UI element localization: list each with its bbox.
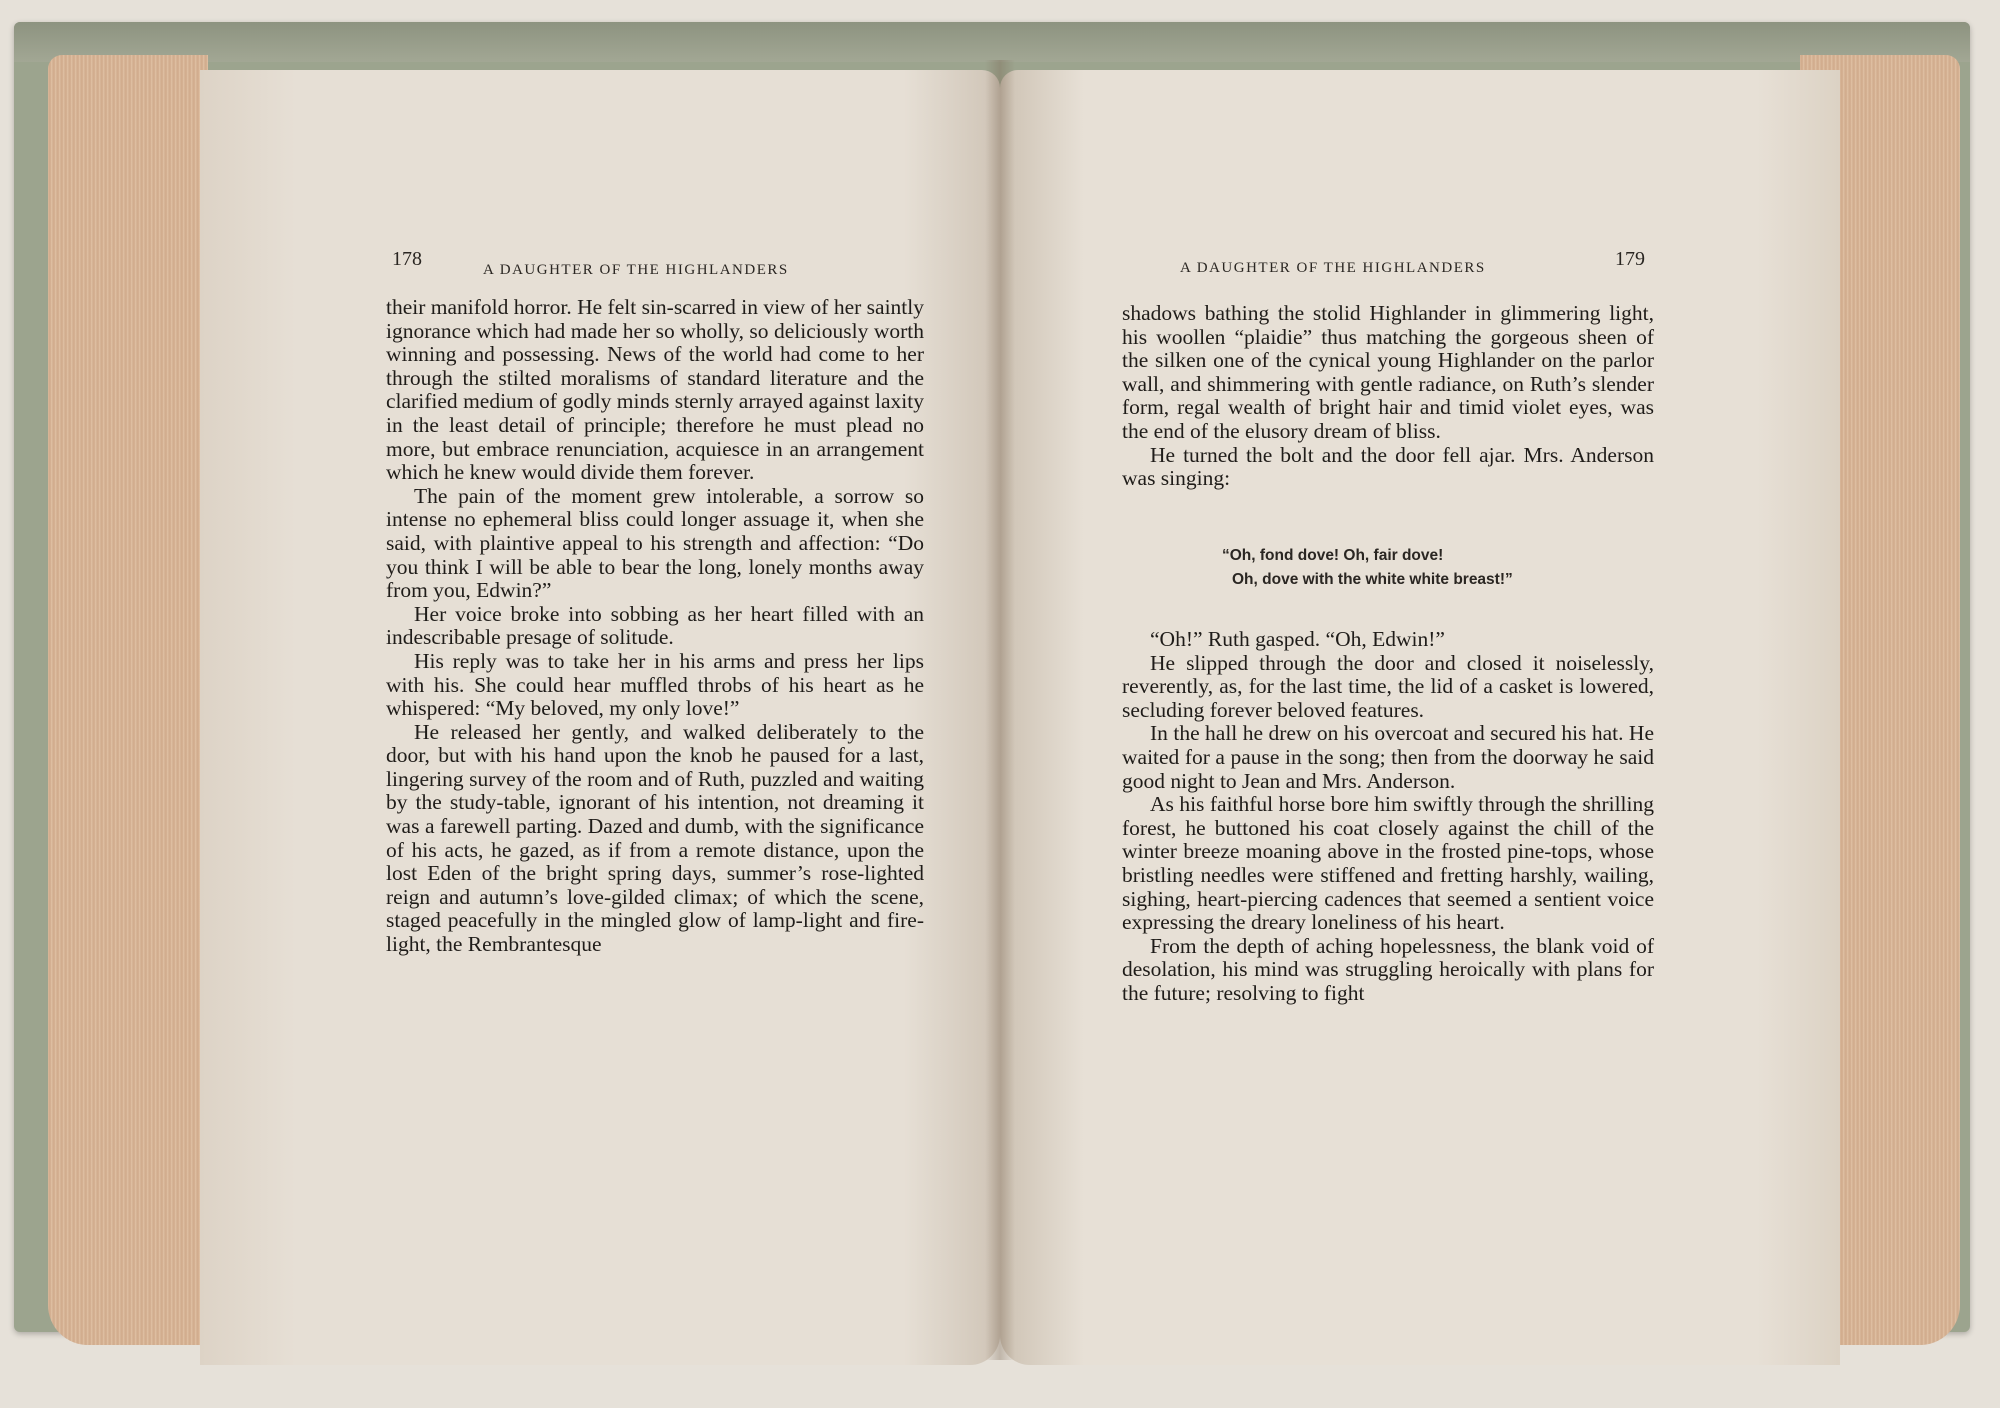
verse-line: “Oh, fond dove! Oh, fair dove! (1222, 547, 1444, 564)
right-page-number: 179 (1615, 248, 1645, 270)
song-verse (1222, 544, 1513, 592)
paragraph: The pain of the moment grew intolerable, a sorrow so intense no ephemeral bliss could longer assuage it, when she said, with plaintive appeal to his strength and affection: “Do you think I will be able to bear the long, lonely months away from you, Edwin?” (386, 483, 924, 603)
left-running-header: A DAUGHTER OF THE HIGHLANDERS (483, 262, 789, 278)
paragraph: From the depth of aching hopelessness, the blank void of desolation, his mind was struggling heroically with plans for the future; resolving to fight (1122, 933, 1654, 1005)
book-spine-edge (14, 22, 1970, 62)
paragraph: their manifold horror. He felt sin-scarred in view of her saintly ignorance which had made her so wholly, so deliciously worth winning and possessing. News of the world had come to her through the stilted moralisms of standard literature and the clarified medium of godly minds sternly arrayed against laxity in the least detail of principle; therefore he must plead no more, but embrace renunciation, acquiesce in an arrangement which he knew would divide them forever. (386, 295, 924, 485)
left-page-number: 178 (392, 248, 422, 270)
book-gutter (985, 60, 1015, 1360)
verse-line: Oh, dove with the white white breast!” (1232, 571, 1513, 588)
paragraph: He released her gently, and walked deliberately to the door, but with his hand upon the knob he paused for a last, lingering survey of the room and of Ruth, puzzled and waiting by the study-table, ignorant of his intention, not dreaming it was a farewell parting. Dazed and dumb, with the significance of his acts, he gazed, as if from a remote distance, upon the lost Eden of the bright spring days, summer’s rose-lighted reign and autumn’s love-gilded climax; of which the scene, staged peacefully in the mingled glow of lamp-light and fire-light, the Rembrantesque (386, 719, 924, 957)
right-page-body-top (1122, 302, 1654, 491)
left-page-body (386, 296, 924, 957)
paragraph: He slipped through the door and closed it noiselessly, reverently, as, for the last time, the lid of a casket is lowered, secluding forever beloved features. (1122, 650, 1654, 722)
paragraph: shadows bathing the stolid Highlander in glimmering light, his woollen “plaidie” thus matching the gorgeous sheen of the silken one of the cynical young Highlander on the parlor wall, and shimmering with gentle radiance, on Ruth’s slender form, regal wealth of bright hair and timid violet eyes, was the end of the elusory dream of bliss. (1122, 301, 1654, 443)
left-page-edges (48, 55, 208, 1345)
right-page (1000, 70, 1840, 1365)
paragraph: As his faithful horse bore him swiftly through the shrilling forest, he buttoned his coat closely against the chill of the winter breeze moaning above in the frosted pine-tops, whose bristling needles were stiffened and fretting harshly, wailing, sighing, heart-piercing cadences that seemed a sentient voice expressing the dreary loneliness of his heart. (1122, 792, 1654, 935)
paragraph: His reply was to take her in his arms and press her lips with his. She could hear muffled throbs of his heart as he whispered: “My beloved, my only love!” (386, 648, 924, 721)
paragraph: “Oh!” Ruth gasped. “Oh, Edwin!” (1150, 627, 1445, 651)
right-page-body-bottom (1122, 628, 1654, 1006)
paragraph: In the hall he drew on his overcoat and secured his hat. He waited for a pause in the song; then from the doorway he said good night to Jean and Mrs. Anderson. (1122, 721, 1654, 793)
paragraph: He turned the bolt and the door fell ajar. Mrs. Anderson was singing: (1122, 442, 1654, 491)
right-running-header: A DAUGHTER OF THE HIGHLANDERS (1180, 260, 1486, 276)
left-page (200, 70, 1000, 1365)
paragraph: Her voice broke into sobbing as her heart filled with an indescribable presage of solitude. (386, 601, 924, 650)
